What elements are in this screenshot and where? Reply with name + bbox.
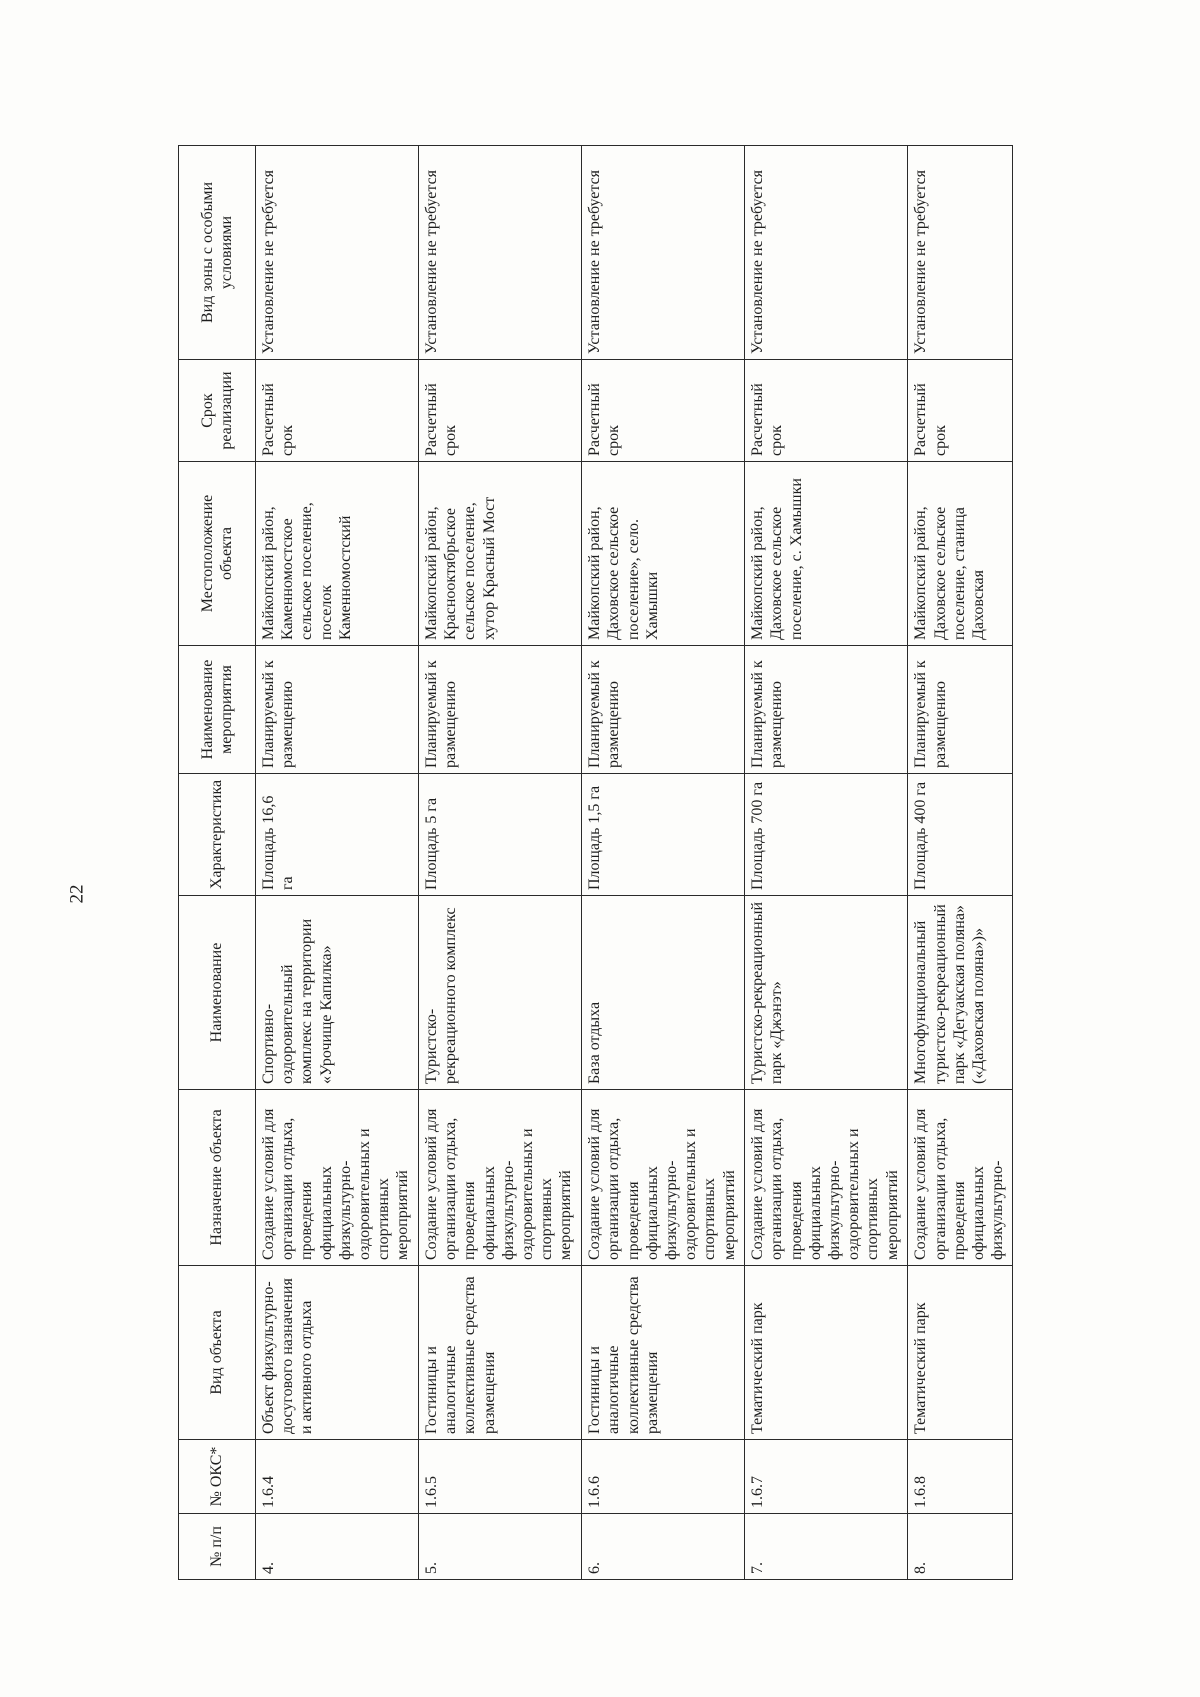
cell-num: 7. — [745, 1514, 908, 1580]
table-row — [256, 146, 419, 1580]
cell-name: Туристско-рекреационный парк «Джэнэт» — [745, 896, 908, 1090]
table-row — [908, 146, 1013, 1580]
objects-table — [178, 145, 1013, 1580]
cell-purpose: Создание условий для организации отдыха, проведения официальных физкультурно-оздоровительных и спортивных мероприятий — [419, 1090, 582, 1266]
cell-location: Майкопский район, Даховское сельское поселение, с. Хамышки — [745, 462, 908, 646]
cell-zone: Установление не требуется — [419, 146, 582, 360]
page-number: 22 — [66, 884, 88, 904]
cell-oks: 1.6.8 — [908, 1440, 1013, 1514]
cell-measure: Планируемый к размещению — [256, 646, 419, 774]
cell-measure: Планируемый к размещению — [745, 646, 908, 774]
cell-characteristic: Площадь 700 га — [745, 774, 908, 896]
header-type: Вид объекта — [179, 1266, 256, 1440]
cell-num: 5. — [419, 1514, 582, 1580]
cell-num: 6. — [582, 1514, 745, 1580]
cell-type: Гостиницы и аналогичные коллективные средства размещения — [582, 1266, 745, 1440]
cell-term: Расчетный срок — [256, 360, 419, 462]
cell-term: Расчетный срок — [582, 360, 745, 462]
cell-purpose: Создание условий для организации отдыха, проведения официальных физкультурно- — [908, 1090, 1013, 1266]
header-oks: № ОКС* — [179, 1440, 256, 1514]
cell-term: Расчетный срок — [908, 360, 1013, 462]
header-characteristic: Характеристика — [179, 774, 256, 896]
cell-zone: Установление не требуется — [582, 146, 745, 360]
cell-zone: Установление не требуется — [256, 146, 419, 360]
cell-location: Майкопский район, Даховское сельское поселение, станица Даховская — [908, 462, 1013, 646]
cell-characteristic: Площадь 400 га — [908, 774, 1013, 896]
cell-name: Туристско-рекреационного комплекс — [419, 896, 582, 1090]
header-purpose: Назначение объекта — [179, 1090, 256, 1266]
cell-type: Тематический парк — [908, 1266, 1013, 1440]
table-row — [419, 146, 582, 1580]
cell-measure: Планируемый к размещению — [908, 646, 1013, 774]
cell-measure: Планируемый к размещению — [419, 646, 582, 774]
cell-characteristic: Площадь 1,5 га — [582, 774, 745, 896]
header-zone: Вид зоны с особыми условиями — [179, 146, 256, 360]
cell-purpose: Создание условий для организации отдыха, проведения официальных физкультурно-оздоровительных и спортивных мероприятий — [582, 1090, 745, 1266]
cell-type: Объект физкультурно-досугового назначения и активного отдыха — [256, 1266, 419, 1440]
cell-location: Майкопский район, Даховское сельское поселение», село. Хамышки — [582, 462, 745, 646]
rotated-table-container — [178, 146, 1013, 1580]
cell-location: Майкопский район, Каменномостское сельское поселение, поселок Каменномостский — [256, 462, 419, 646]
header-location: Местоположение объекта — [179, 462, 256, 646]
cell-zone: Установление не требуется — [745, 146, 908, 360]
cell-name: Спортивно-оздоровительный комплекс на территории «Урочище Капилка» — [256, 896, 419, 1090]
header-measure: Наименование мероприятия — [179, 646, 256, 774]
cell-type: Гостиницы и аналогичные коллективные средства размещения — [419, 1266, 582, 1440]
cell-name: База отдыха — [582, 896, 745, 1090]
cell-type: Тематический парк — [745, 1266, 908, 1440]
cell-location: Майкопский район, Краснооктябрьское сельское поселение, хутор Красный Мост — [419, 462, 582, 646]
cell-purpose: Создание условий для организации отдыха, проведения официальных физкультурно-оздоровительных и спортивных мероприятий — [745, 1090, 908, 1266]
cell-term: Расчетный срок — [745, 360, 908, 462]
cell-term: Расчетный срок — [419, 360, 582, 462]
table-row — [582, 146, 745, 1580]
cell-num: 4. — [256, 1514, 419, 1580]
cell-name: Многофункциональный туристско-рекреационный парк «Дегуакская поляна» («Даховская поляна»)» — [908, 896, 1013, 1090]
cell-measure: Планируемый к размещению — [582, 646, 745, 774]
cell-oks: 1.6.7 — [745, 1440, 908, 1514]
header-name: Наименование — [179, 896, 256, 1090]
cell-purpose: Создание условий для организации отдыха, проведения официальных физкультурно-оздоровительных и спортивных мероприятий — [256, 1090, 419, 1266]
header-num: № п/п — [179, 1514, 256, 1580]
table-row — [745, 146, 908, 1580]
cell-oks: 1.6.6 — [582, 1440, 745, 1514]
cell-num: 8. — [908, 1514, 1013, 1580]
cell-oks: 1.6.4 — [256, 1440, 419, 1514]
cell-characteristic: Площадь 5 га — [419, 774, 582, 896]
cell-characteristic: Площадь 16,6 га — [256, 774, 419, 896]
cell-oks: 1.6.5 — [419, 1440, 582, 1514]
cell-zone: Установление не требуется — [908, 146, 1013, 360]
header-term: Срок реализации — [179, 360, 256, 462]
table-header-row — [179, 146, 256, 1580]
